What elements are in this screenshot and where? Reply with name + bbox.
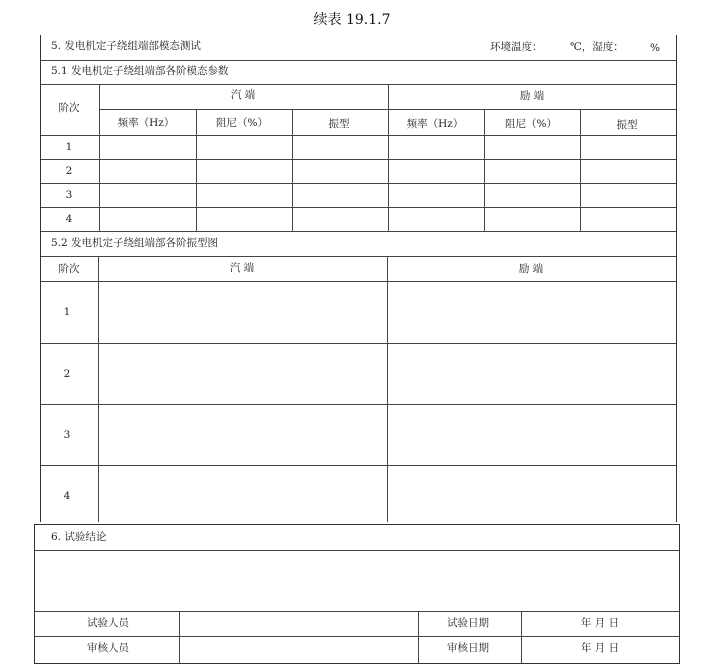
tester-label: 试验人员 bbox=[87, 617, 129, 629]
table-row: 1 bbox=[63, 306, 71, 318]
test-date-label: 试验日期 bbox=[447, 617, 489, 629]
section-5-title: 5. 发电机定子绕组端部模态测试 bbox=[51, 40, 201, 52]
steam-end-header-2: 汽 端 bbox=[229, 262, 255, 274]
table-row: 4 bbox=[65, 213, 73, 225]
exciter-end-header: 励 端 bbox=[519, 90, 545, 102]
humidity-unit: % bbox=[650, 42, 660, 54]
col-damping-exciter: 阻尼（%） bbox=[505, 118, 557, 130]
review-date-value: 年 月 日 bbox=[580, 642, 620, 654]
review-date-label: 审核日期 bbox=[447, 642, 489, 654]
section-6-title: 6. 试验结论 bbox=[51, 531, 107, 543]
col-freq-steam: 频率（Hz） bbox=[117, 117, 175, 129]
env-temp-unit: ℃，湿度： bbox=[570, 41, 624, 53]
table-row: 1 bbox=[65, 141, 73, 153]
section-5-1-title: 5.1 发电机定子绕组端部各阶模态参数 bbox=[51, 65, 229, 77]
col-damping-steam: 阻尼（%） bbox=[216, 117, 268, 129]
order-header-2: 阶次 bbox=[58, 263, 80, 275]
table-row: 4 bbox=[63, 490, 71, 502]
env-temp-label: 环境温度： bbox=[490, 41, 543, 53]
exciter-end-header-2: 励 端 bbox=[518, 263, 544, 275]
section-5-frame bbox=[40, 35, 677, 522]
test-date-value: 年 月 日 bbox=[580, 617, 620, 629]
col-mode-steam: 振型 bbox=[328, 118, 350, 130]
order-header: 阶次 bbox=[58, 102, 80, 114]
table-row: 2 bbox=[63, 368, 71, 380]
table-row: 3 bbox=[63, 429, 71, 441]
steam-end-header: 汽 端 bbox=[230, 89, 256, 101]
table-row: 3 bbox=[65, 189, 73, 201]
reviewer-label: 审核人员 bbox=[87, 642, 129, 654]
section-5-2-title: 5.2 发电机定子绕组端部各阶振型图 bbox=[51, 237, 219, 249]
col-freq-exciter: 频率（Hz） bbox=[406, 118, 464, 130]
table-caption: 续表 19.1.7 bbox=[313, 12, 391, 28]
table-row: 2 bbox=[65, 165, 73, 177]
col-mode-exciter: 振型 bbox=[616, 119, 638, 131]
